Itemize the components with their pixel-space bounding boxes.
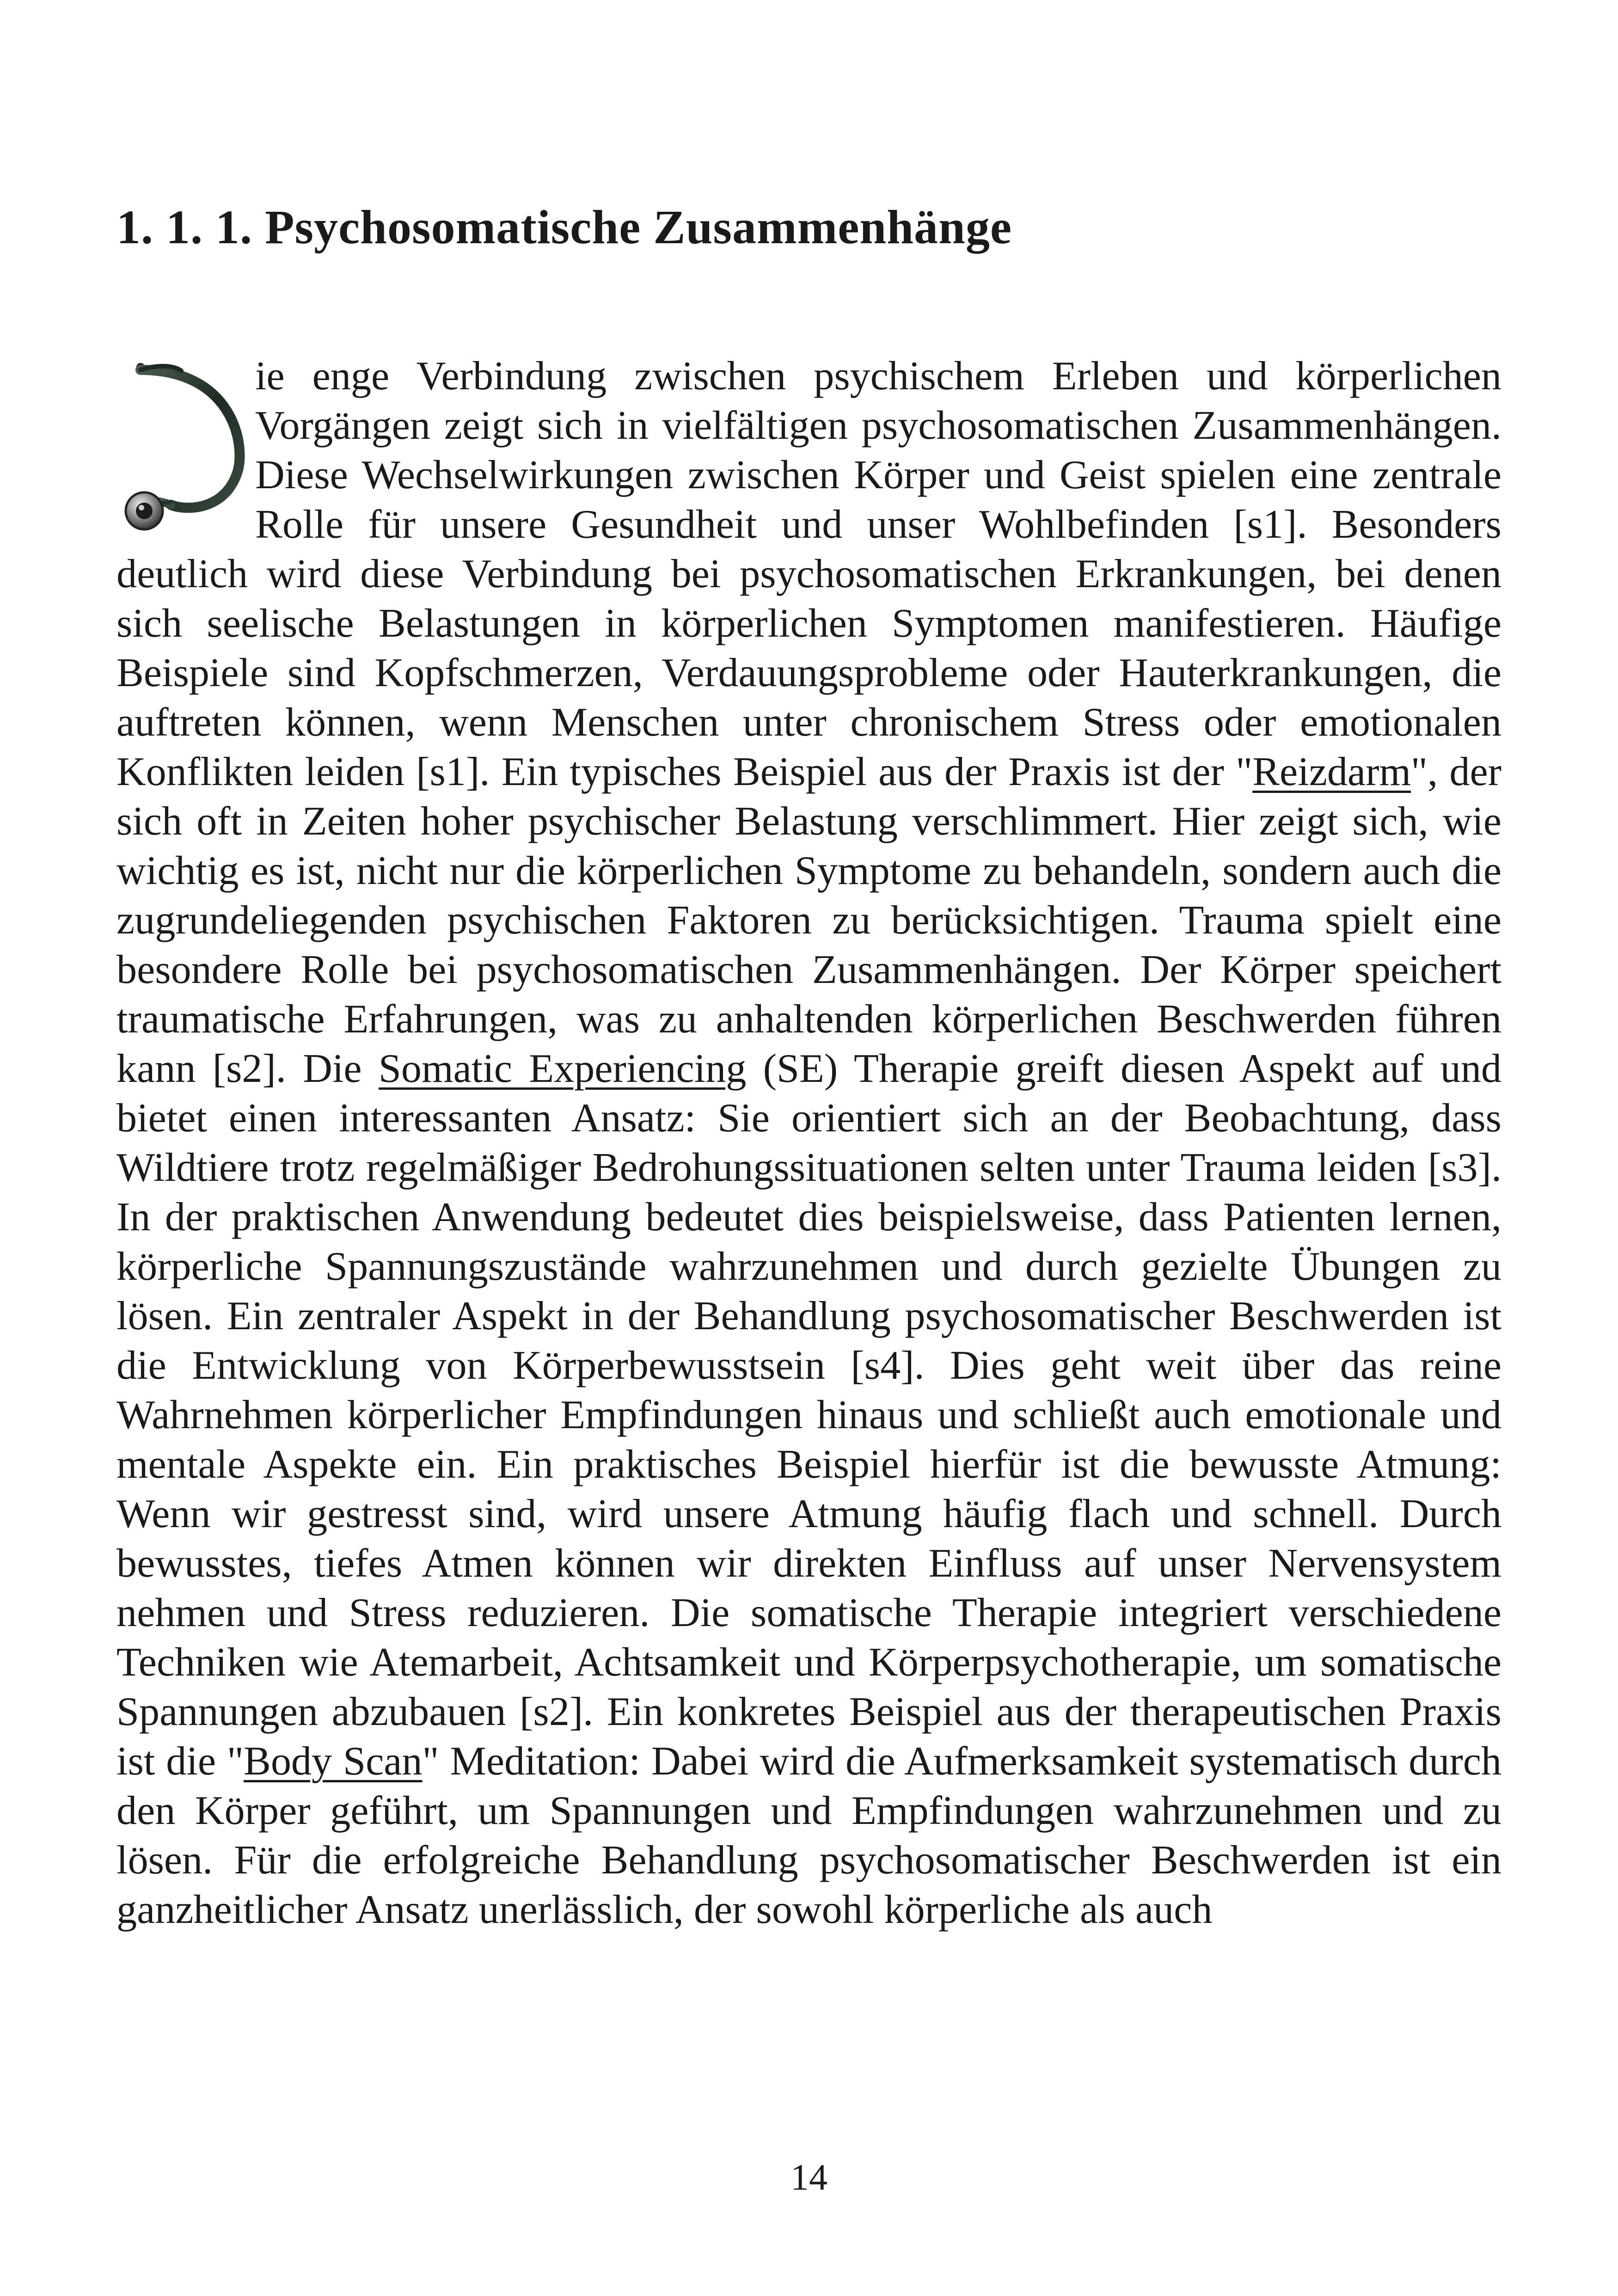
section-heading: 1. 1. 1. Psychosomatische Zusammenhänge bbox=[116, 201, 1012, 254]
paragraph-text-2: ", der sich oft in Zeiten hoher psychischer Belastung verschlimmert. Hier zeigt sich, wie wichtig es ist, nicht nur die körperlichen Symptome zu behandeln, sondern auch die zugrundeliegenden psychischen Faktoren zu berücksichtigen. Trauma spielt eine besondere Rolle bei psychosomatischen Zusammenhängen. Der Körper speichert traumatische Erfahrungen, was zu anhaltenden körperlichen Beschwerden führen kann [s2]. Die bbox=[116, 749, 1502, 1091]
paragraph-text-1: ie enge Verbindung zwischen psychischem Erleben und körperlichen Vorgängen zeigt sich in vielfältigen psychosomatischen Zusammenhängen. Diese Wechselwirkungen zwischen Körper und Geist spielen eine zentrale Rolle für unsere Gesundheit und unser Wohlbefinden [s1]. Besonders deutlich wird diese Verbindung bei psychosomatischen Erkrankungen, bei denen sich seelische Belastungen in körperlichen Symptomen manifestieren. Häufige Beispiele sind Kopfschmerzen, Verdauungsprobleme oder Hauterkrankungen, die auftreten können, wenn Menschen unter chronischem Stress oder emotionalen Konflikten leiden [s1]. Ein typisches Beispiel aus der Praxis ist der " bbox=[116, 353, 1502, 794]
page-number: 14 bbox=[791, 2157, 827, 2198]
paragraph-text-4: " Meditation: Dabei wird die Aufmerksamkeit systematisch durch den Körper geführt, um Spannungen und Empfindungen wahrzunehmen und zu lösen. Für die erfolgreiche Behandlung psychosomatischer Beschwerden ist ein ganzheitlicher Ansatz unerlässlich, der sowohl körperliche als auch bbox=[116, 1738, 1502, 1932]
link-reizdarm[interactable]: Reizdarm bbox=[1252, 749, 1411, 794]
dropcap-stethoscope-icon bbox=[116, 351, 255, 549]
body-paragraph bbox=[116, 351, 1502, 1934]
link-somatic-experiencing[interactable]: Somatic Experiencing bbox=[378, 1046, 747, 1091]
link-body-scan[interactable]: Body Scan bbox=[244, 1738, 423, 1784]
paragraph-text-3: (SE) Therapie greift diesen Aspekt auf und bietet einen interessanten Ansatz: Sie orientiert sich an der Beobachtung, dass Wildtiere trotz regelmäßiger Bedrohungssituationen selten unter Trauma leiden [s3]. In der praktischen Anwendung bedeutet dies beispielsweise, dass Patienten lernen, körperliche Spannungszustände wahrzunehmen und durch gezielte Übungen zu lösen. Ein zentraler Aspekt in der Behandlung psychosomatischer Beschwerden ist die Entwicklung von Körperbewusstsein [s4]. Dies geht weit über das reine Wahrnehmen körperlicher Empfindungen hinaus und schließt auch emotionale und mentale Aspekte ein. Ein praktisches Beispiel hierfür ist die bewusste Atmung: Wenn wir gestresst sind, wird unsere Atmung häufig flach und schnell. Durch bewusstes, tiefes Atmen können wir direkten Einfluss auf unser Nervensystem nehmen und Stress reduzieren. Die somatische Therapie integriert verschiedene Techniken wie Atemarbeit, Achtsamkeit und Körperpsychotherapie, um somatische Spannungen abzubauen [s2]. Ein konkretes Beispiel aus der therapeutischen Praxis ist die " bbox=[116, 1046, 1502, 1784]
